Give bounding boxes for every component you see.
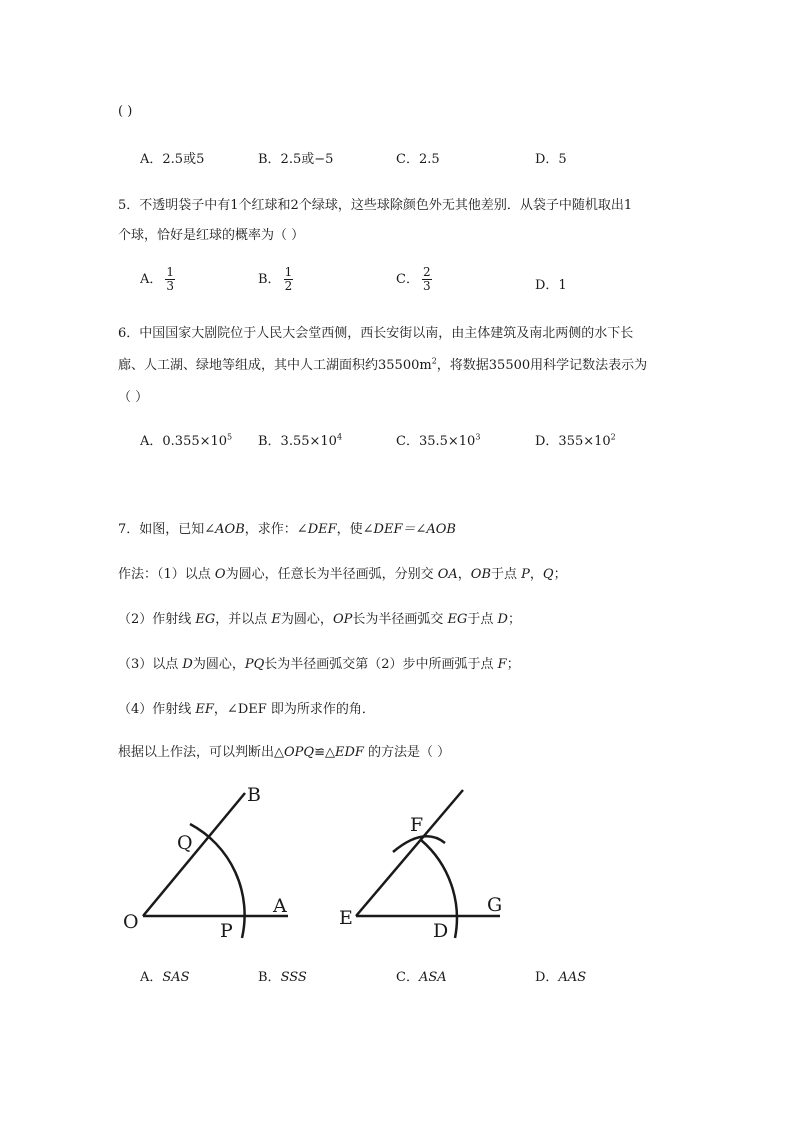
label-d: D [433, 920, 449, 942]
q6-options [140, 430, 700, 454]
angle-aob-figure [143, 793, 288, 938]
q4-bracket: ( ) [118, 104, 133, 119]
q7-line2: 作法：（1）以点 O为圆心，任意长为半径画弧，分别交 OA，OB于点 P，Q； [118, 567, 567, 582]
label-e: E [339, 907, 353, 929]
q4-option-b[interactable]: B．2.5或−5 [258, 152, 334, 167]
q6-line1: 6．中国国家大剧院位于人民大会堂西侧，西长安街以南，由主体建筑及南北两侧的水下长 [118, 326, 634, 341]
label-q: Q [177, 832, 193, 854]
fraction: $\frac{2}{3}$ [422, 265, 431, 293]
q6-option-b[interactable]: B．$3.55\times 10^4$ [258, 432, 343, 449]
q7-line5: （4）作射线 EF，∠DEF 即为所求作的角． [118, 702, 375, 717]
q6-line3: （ ） [118, 390, 149, 405]
q7-option-c[interactable]: C．ASA [396, 970, 447, 985]
q6-line2: 廊、人工湖、绿地等组成，其中人工湖面积约$35500m^2$，将数据35500用科学记数法表示为 [118, 356, 648, 373]
q7-line6: 根据以上作法，可以判断出△OPQ≌△EDF 的方法是（ ） [118, 745, 451, 760]
q7-line4: （3）以点 D为圆心，PQ长为半径画弧交第（2）步中所画弧于点 F； [118, 657, 520, 672]
fraction: $\frac{1}{3}$ [166, 265, 175, 293]
label-b: B [247, 784, 261, 806]
construction-figure [0, 770, 794, 970]
q5-option-a[interactable]: A． $\frac{1}{3}$ [140, 265, 175, 293]
q6-option-a[interactable]: A．$0.355\times 10^5$ [140, 432, 233, 449]
label-a: A [273, 895, 287, 917]
q6-option-c[interactable]: C．$35.5\times 10^3$ [396, 432, 481, 449]
q5-option-c[interactable]: C． $\frac{2}{3}$ [396, 265, 431, 293]
q4-option-d[interactable]: D．5 [535, 152, 567, 167]
ray-ef [356, 790, 463, 916]
q7-line1: 7．如图，已知∠AOB，求作：∠DEF，使∠DEF＝∠AOB [118, 522, 456, 537]
arc-pq [190, 824, 245, 938]
angle-aob-labels [123, 784, 287, 942]
q6-option-d[interactable]: D．$355\times 10^2$ [535, 432, 616, 449]
angle-edf-labels [339, 814, 502, 942]
arc-f [393, 836, 445, 852]
q5-option-b[interactable]: B． $\frac{1}{2}$ [258, 265, 293, 293]
q7-option-b[interactable]: B．SSS [258, 970, 307, 985]
q5-options [140, 265, 700, 293]
q4-options [140, 148, 700, 172]
q7-line3: （2）作射线 EG，并以点 E为圆心，OP长为半径画弧交 EG于点 D； [118, 612, 521, 627]
q7-options [140, 966, 700, 990]
q7-option-a[interactable]: A．SAS [140, 970, 190, 985]
q4-option-a[interactable]: A．2.5或5 [140, 152, 205, 167]
q5-line1: 5．不透明袋子中有1个红球和2个绿球，这些球除颜色外无其他差别．从袋子中随机取出1 [118, 198, 633, 213]
q5-line2: 个球，恰好是红球的概率为（ ） [118, 228, 305, 243]
label-f: F [410, 814, 424, 836]
q4-option-c[interactable]: C．2.5 [396, 152, 440, 167]
q5-option-d[interactable]: D．1 [535, 278, 567, 293]
fraction: $\frac{1}{2}$ [284, 265, 293, 293]
q7-option-d[interactable]: D．AAS [535, 970, 587, 985]
label-g: G [487, 894, 503, 916]
label-p: P [220, 920, 233, 942]
label-o: O [123, 911, 139, 933]
angle-edf-figure [356, 790, 503, 938]
ray-ob [143, 793, 245, 916]
